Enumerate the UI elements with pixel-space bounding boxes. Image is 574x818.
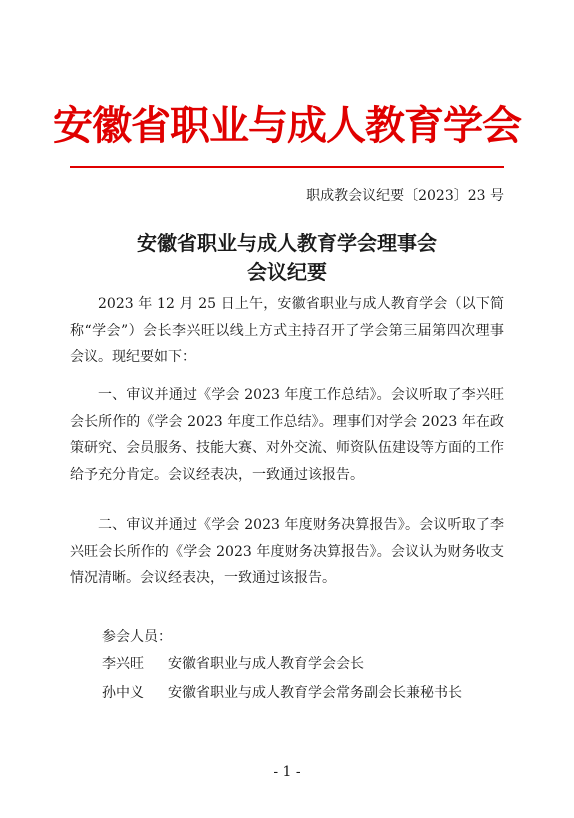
attendee-name: 孙中义 xyxy=(102,685,144,701)
attendee-role: 安徽省职业与成人教育学会会长 xyxy=(168,656,364,672)
page-number: - 1 - xyxy=(273,764,301,780)
attendee-role: 安徽省职业与成人教育学会常务副会长兼秘书长 xyxy=(168,685,462,701)
document-title-line-2: 会议纪要 xyxy=(247,260,327,284)
document-title-line-1: 安徽省职业与成人教育学会理事会 xyxy=(137,231,437,255)
red-divider-line xyxy=(70,166,504,168)
document-number: 职成教会议纪要〔2023〕23 号 xyxy=(306,188,504,204)
paragraph-work-summary: 一、审议并通过《学会 2023 年度工作总结》。会议听取了李兴旺会长所作的《学会 2023 年度工作总结》。理事们对学会 2023 年在政策研究、会员服务、技能大赛、对外交流、师资队伍建设等方面的工作给予充分肯定。会议经表决，一致通过该报告。 xyxy=(70,387,504,483)
paragraph-intro: 2023 年 12 月 25 日上午，安徽省职业与成人教育学会（以下简称“学会”）会长李兴旺以线上方式主持召开了学会第三届第四次理事会议。现纪要如下： xyxy=(70,296,504,365)
org-title: 安徽省职业与成人教育学会 xyxy=(53,102,521,149)
paragraph-financial-report: 二、审议并通过《学会 2023 年度财务决算报告》。会议听取了李兴旺会长所作的《学会 2023 年度财务决算报告》。会议认为财务收支情况清晰。会议经表决，一致通过该报告。 xyxy=(70,517,504,586)
attendee-row xyxy=(102,654,364,674)
attendees-label: 参会人员： xyxy=(102,629,172,645)
attendee-name: 李兴旺 xyxy=(102,656,144,672)
attendee-row xyxy=(102,683,462,703)
